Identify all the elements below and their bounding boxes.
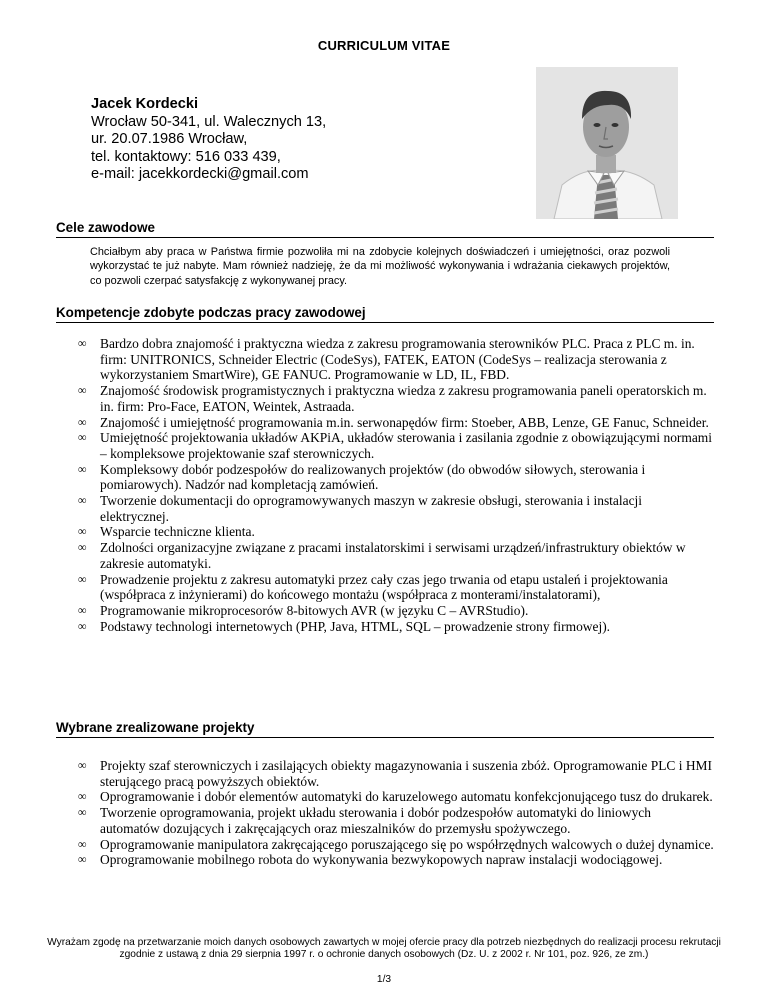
contact-email: e-mail: jacekkordecki@gmail.com: [91, 166, 309, 183]
infinity-bullet-icon: ∞: [78, 430, 87, 445]
infinity-bullet-icon: ∞: [78, 618, 87, 633]
section-heading-competences: Kompetencje zdobyte podczas pracy zawodowej: [56, 305, 714, 323]
list-item: [78, 493, 714, 524]
infinity-bullet-icon: ∞: [78, 336, 87, 350]
list-item-text: Projekty szaf sterowniczych i zasilających obiekty magazynowania i suszenia zbóż. Oprogramowanie PLC i HMI sterującego pracą powyższych obiektów.: [100, 758, 712, 789]
contact-birth: ur. 20.07.1986 Wrocław,: [91, 131, 248, 148]
infinity-bullet-icon: ∞: [78, 789, 87, 804]
list-item-text: Wsparcie techniczne klienta.: [100, 524, 255, 540]
list-item-text: Oprogramowanie i dobór elementów automatyki do karuzelowego automatu konfekcjonującego tusz do drukarek.: [100, 789, 713, 805]
infinity-bullet-icon: ∞: [78, 852, 87, 867]
list-item-text: Umiejętność projektowania układów AKPiA, układów sterowania i zasilania zgodnie z obowiązującymi normami – kompleksowe projektowanie szaf sterowniczych.: [100, 430, 712, 461]
list-item-text: Oprogramowanie manipulatora zakręcającego poruszającego się po współrzędnych walcowych o dużej dynamice.: [100, 836, 714, 852]
infinity-bullet-icon: ∞: [78, 836, 87, 851]
list-item-text: Oprogramowanie mobilnego robota do wykonywania bezwykopowych napraw instalacji wodociągowej.: [100, 852, 663, 868]
section-heading-goals: Cele zawodowe: [56, 220, 714, 238]
infinity-bullet-icon: ∞: [78, 383, 87, 398]
list-item-text: Znajomość i umiejętność programowania m.in. serwonapędów firm: Stoeber, ABB, Lenze, GE Fanuc, Schneider.: [100, 414, 709, 430]
list-item: [78, 758, 714, 789]
infinity-bullet-icon: ∞: [78, 540, 87, 555]
list-item-text: Bardzo dobra znajomość i praktyczna wiedza z zakresu programowania sterowników PLC. Praca z PLC m. in. firm: UNITRONICS, Schneider Electric (CodeSys), FATEK, EATON (CodeSys – realizacja sterowania z wykorzystaniem SmartWire), GE FANUC. Programowanie w LD, IL, FBD.: [100, 336, 695, 383]
list-item: [78, 852, 714, 868]
infinity-bullet-icon: ∞: [78, 758, 87, 772]
list-item: [78, 540, 714, 571]
goals-paragraph: Chciałbym aby praca w Państwa firmie pozwoliła mi na zdobycie kolejnych doświadczeń i umiejętności, oraz pozwoli wykorzystać te już nabyte. Mam również nadzieję, że da mi możliwość wykonywania i wdrażania ciekawych projektów, co pozwoli czerpać satysfakcję z wykonywanej pracy.: [90, 246, 670, 287]
list-item-text: Tworzenie dokumentacji do oprogramowywanych maszyn w zakresie obsługi, sterowania i instalacji elektrycznej.: [100, 493, 642, 524]
list-item-text: Kompleksowy dobór podzespołów do realizowanych projektów (do obwodów siłowych, sterowania i pomiarowych). Nadzór nad kompletacją zamówień.: [100, 461, 646, 493]
infinity-bullet-icon: ∞: [78, 493, 87, 508]
list-item: [78, 430, 714, 461]
list-item: [78, 383, 714, 414]
portrait-illustration: [536, 67, 678, 219]
infinity-bullet-icon: ∞: [78, 461, 87, 476]
list-item: [78, 415, 714, 431]
contact-block: [91, 96, 326, 184]
list-item: [78, 789, 714, 805]
list-item: [78, 336, 714, 383]
list-item-text: Podstawy technologi internetowych (PHP, Java, HTML, SQL – prowadzenie strony firmowej).: [100, 618, 611, 634]
projects-list: [78, 758, 714, 868]
document-title: CURRICULUM VITAE: [317, 38, 451, 53]
page-number: 1/3: [376, 974, 392, 985]
infinity-bullet-icon: ∞: [78, 524, 87, 539]
list-item: [78, 603, 714, 619]
infinity-bullet-icon: ∞: [78, 414, 87, 429]
contact-phone: tel. kontaktowy: 516 033 439,: [91, 148, 281, 165]
infinity-bullet-icon: ∞: [78, 805, 87, 820]
candidate-name: Jacek Kordecki: [91, 96, 199, 112]
contact-address: Wrocław 50-341, ul. Walecznych 13,: [91, 113, 327, 130]
list-item: [78, 462, 714, 493]
list-item-text: Zdolności organizacyjne związane z pracami instalatorskimi i serwisami urządzeń/infrastruktury obiektów w zakresie automatyki.: [100, 540, 686, 571]
list-item: [78, 837, 714, 853]
list-item-text: Znajomość środowisk programistycznych i praktyczna wiedza z zakresu programowania paneli operatorskich m. in. firm: Pro-Face, EATON, Weintek, Astraada.: [100, 383, 707, 414]
section-heading-projects: Wybrane zrealizowane projekty: [56, 720, 714, 738]
infinity-bullet-icon: ∞: [78, 571, 87, 586]
infinity-bullet-icon: ∞: [78, 602, 87, 617]
list-item: [78, 619, 714, 635]
list-item: [78, 805, 714, 836]
list-item-text: Tworzenie oprogramowania, projekt układu sterowania i dobór podzespołów automatyki do liniowych automatów dozujących i zakręcających oraz mieszalników do przemysłu spożywczego.: [100, 805, 651, 836]
competences-list: [78, 336, 714, 634]
consent-clause: Wyrażam zgodę na przetwarzanie moich danych osobowych zawartych w mojej ofercie pracy dla potrzeb niezbędnych do realizacji procesu rekrutacji zgodnie z ustawą z dnia 29 sierpnia 1997 r. o ochronie danych osobowych (Dz. U. z 2002 r. Nr 101, poz. 926, ze zm.): [47, 937, 721, 961]
list-item: [78, 572, 714, 603]
list-item-text: Prowadzenie projektu z zakresu automatyki przez cały czas jego trwania od etapu ustaleń i projektowania (współpraca z inżynierami) do końcowego montażu (współpraca z monterami/instalatorami),: [100, 571, 668, 603]
portrait-photo: [536, 67, 678, 219]
list-item-text: Programowanie mikroprocesorów 8-bitowych AVR (w języku C – AVRStudio).: [100, 602, 529, 618]
list-item: [78, 524, 714, 540]
